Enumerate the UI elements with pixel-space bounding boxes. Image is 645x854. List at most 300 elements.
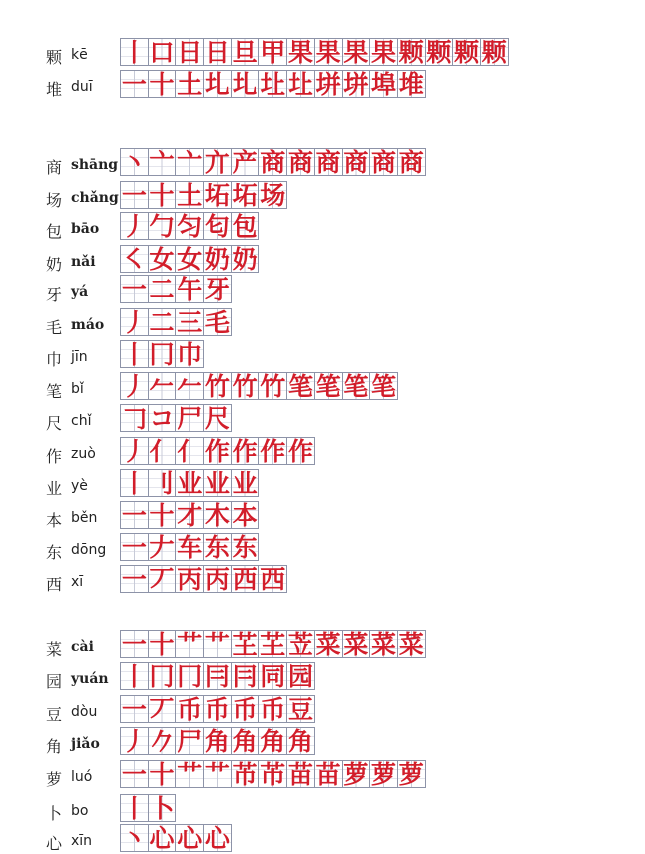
stroke-step-glyph: 商: [371, 148, 397, 176]
stroke-step-glyph: 一: [121, 695, 147, 723]
stroke-step-glyph: 萝: [398, 760, 424, 788]
stroke-step-glyph: 亻: [149, 437, 175, 465]
stroke-step-cell: [120, 212, 149, 240]
stroke-step-cell: [203, 824, 232, 852]
stroke-step-glyph: 心: [177, 824, 203, 852]
stroke-step-cell: [175, 630, 204, 658]
stroke-step-cell: [231, 662, 260, 690]
stroke-order-grid: [120, 308, 231, 338]
stroke-step-glyph: 二: [149, 308, 175, 336]
stroke-step-cell: [148, 469, 177, 497]
stroke-step-cell: [369, 70, 398, 98]
stroke-step-cell: [148, 340, 177, 368]
stroke-step-glyph: 丨: [121, 794, 147, 822]
stroke-step-glyph: 女: [149, 245, 175, 273]
stroke-step-cell: [231, 38, 260, 66]
stroke-step-glyph: 芏: [260, 630, 286, 658]
stroke-step-glyph: 丿: [121, 308, 147, 336]
stroke-step-glyph: 芇: [232, 760, 258, 788]
pinyin-label: dōng: [71, 542, 107, 558]
stroke-step-cell: [369, 148, 398, 176]
stroke-step-glyph: 丿: [121, 372, 147, 400]
character-label: 笔: [46, 382, 63, 401]
stroke-step-cell: [231, 372, 260, 400]
stroke-step-glyph: 毛: [204, 308, 230, 336]
pinyin-label: nǎi: [71, 254, 96, 270]
stroke-step-glyph: 丿: [121, 212, 147, 240]
stroke-step-cell: [148, 38, 177, 66]
stroke-step-cell: [286, 70, 315, 98]
stroke-step-cell: [397, 148, 426, 176]
stroke-order-grid: [120, 760, 425, 790]
stroke-step-glyph: 东: [204, 533, 230, 561]
stroke-step-cell: [120, 695, 149, 723]
stroke-step-glyph: 匀: [177, 212, 203, 240]
stroke-step-cell: [314, 70, 343, 98]
stroke-step-cell: [286, 148, 315, 176]
stroke-step-cell: [148, 372, 177, 400]
stroke-step-cell: [120, 372, 149, 400]
stroke-step-cell: [175, 727, 204, 755]
stroke-order-grid: [120, 794, 175, 824]
stroke-step-glyph: 苗: [315, 760, 341, 788]
stroke-step-glyph: 艹: [177, 630, 203, 658]
stroke-step-glyph: 尸: [177, 404, 203, 432]
stroke-step-cell: [203, 565, 232, 593]
stroke-step-cell: [120, 404, 149, 432]
stroke-step-cell: [175, 501, 204, 529]
stroke-step-glyph: 芇: [260, 760, 286, 788]
stroke-step-glyph: 土: [177, 70, 203, 98]
stroke-step-cell: [148, 533, 177, 561]
stroke-step-glyph: 车: [177, 533, 203, 561]
stroke-step-cell: [258, 630, 287, 658]
pinyin-label: máo: [71, 317, 105, 333]
stroke-step-glyph: 丨: [121, 662, 147, 690]
character-label: 心: [46, 834, 63, 853]
stroke-step-cell: [314, 372, 343, 400]
stroke-order-grid: [120, 38, 508, 68]
stroke-step-cell: [148, 245, 177, 273]
stroke-step-glyph: 甲: [260, 38, 286, 66]
stroke-step-cell: [120, 38, 149, 66]
stroke-step-glyph: 业: [232, 469, 258, 497]
stroke-step-glyph: 笔: [287, 372, 313, 400]
stroke-step-glyph: 匂: [204, 212, 230, 240]
stroke-step-glyph: 丨: [121, 469, 147, 497]
pinyin-label: kē: [71, 47, 88, 63]
pinyin-label: zuò: [71, 446, 96, 462]
stroke-step-cell: [175, 469, 204, 497]
pinyin-label: yuán: [71, 671, 109, 687]
stroke-step-cell: [120, 181, 149, 209]
stroke-step-cell: [231, 245, 260, 273]
stroke-step-glyph: 颗: [398, 38, 424, 66]
stroke-step-cell: [203, 727, 232, 755]
stroke-step-glyph: 𠃌: [121, 404, 147, 432]
stroke-step-cell: [286, 372, 315, 400]
stroke-step-glyph: 才: [177, 501, 203, 529]
stroke-step-cell: [148, 308, 177, 336]
stroke-step-cell: [120, 340, 149, 368]
stroke-step-glyph: 十: [149, 70, 175, 98]
stroke-order-grid: [120, 372, 397, 402]
stroke-step-glyph: 菜: [315, 630, 341, 658]
stroke-step-cell: [120, 824, 149, 852]
stroke-step-glyph: 卜: [149, 794, 175, 822]
stroke-step-cell: [286, 695, 315, 723]
stroke-step-glyph: 角: [287, 727, 313, 755]
stroke-step-glyph: 刂: [149, 469, 175, 497]
pinyin-label: bǐ: [71, 381, 84, 397]
pinyin-label: duī: [71, 79, 93, 95]
pinyin-label: xīn: [71, 833, 93, 849]
stroke-step-cell: [120, 308, 149, 336]
stroke-step-cell: [148, 501, 177, 529]
stroke-order-grid: [120, 212, 258, 242]
stroke-step-cell: [369, 372, 398, 400]
stroke-step-cell: [231, 533, 260, 561]
stroke-step-glyph: 艹: [204, 630, 230, 658]
character-label: 商: [46, 158, 63, 177]
stroke-step-glyph: 苙: [287, 630, 313, 658]
stroke-step-glyph: 苗: [287, 760, 313, 788]
stroke-step-glyph: 圵: [287, 70, 313, 98]
pinyin-label: shāng: [71, 157, 119, 173]
stroke-step-glyph: 作: [260, 437, 286, 465]
stroke-step-glyph: 丨: [121, 340, 147, 368]
stroke-step-cell: [120, 70, 149, 98]
stroke-step-cell: [258, 437, 287, 465]
stroke-step-glyph: 丶: [121, 824, 147, 852]
stroke-step-glyph: 垪: [315, 70, 341, 98]
stroke-step-glyph: 菜: [343, 630, 369, 658]
stroke-order-grid: [120, 70, 425, 100]
stroke-step-cell: [258, 70, 287, 98]
stroke-step-cell: [120, 437, 149, 465]
character-label: 业: [46, 479, 63, 498]
stroke-step-cell: [258, 565, 287, 593]
stroke-step-glyph: 西: [260, 565, 286, 593]
character-label: 角: [46, 737, 63, 756]
stroke-step-cell: [231, 469, 260, 497]
pinyin-label: xī: [71, 574, 84, 590]
stroke-step-cell: [203, 469, 232, 497]
pinyin-label: cài: [71, 639, 94, 655]
stroke-step-glyph: 十: [149, 760, 175, 788]
stroke-step-glyph: 冃: [232, 662, 258, 690]
stroke-step-cell: [148, 630, 177, 658]
stroke-step-glyph: 作: [232, 437, 258, 465]
stroke-step-cell: [148, 565, 177, 593]
stroke-step-cell: [175, 824, 204, 852]
stroke-step-cell: [148, 70, 177, 98]
pinyin-label: chǎng: [71, 190, 119, 206]
stroke-step-cell: [148, 727, 177, 755]
stroke-step-cell: [148, 695, 177, 723]
stroke-step-glyph: 冂: [149, 662, 175, 690]
stroke-step-glyph: 冃: [204, 662, 230, 690]
pinyin-label: dòu: [71, 704, 98, 720]
stroke-step-glyph: 尺: [204, 404, 230, 432]
stroke-step-cell: [120, 794, 149, 822]
stroke-step-glyph: 丿: [121, 437, 147, 465]
stroke-step-glyph: 心: [204, 824, 230, 852]
stroke-step-cell: [175, 340, 204, 368]
stroke-step-cell: [120, 245, 149, 273]
stroke-step-cell: [175, 181, 204, 209]
stroke-step-cell: [175, 372, 204, 400]
stroke-step-cell: [397, 70, 426, 98]
character-label: 奶: [46, 255, 63, 274]
stroke-step-glyph: 圵: [260, 70, 286, 98]
stroke-step-cell: [258, 662, 287, 690]
stroke-step-cell: [231, 501, 260, 529]
stroke-order-grid: [120, 275, 231, 305]
stroke-step-glyph: 果: [287, 38, 313, 66]
stroke-step-glyph: 一: [121, 501, 147, 529]
stroke-step-glyph: 果: [315, 38, 341, 66]
stroke-step-glyph: 产: [232, 148, 258, 176]
stroke-step-glyph: 颗: [454, 38, 480, 66]
stroke-step-glyph: 冂: [177, 662, 203, 690]
stroke-step-cell: [203, 38, 232, 66]
stroke-order-grid: [120, 565, 286, 595]
stroke-step-glyph: 园: [287, 662, 313, 690]
stroke-step-cell: [175, 565, 204, 593]
stroke-step-cell: [175, 404, 204, 432]
stroke-step-cell: [286, 38, 315, 66]
stroke-order-grid: [120, 824, 231, 854]
stroke-step-cell: [148, 181, 177, 209]
stroke-step-glyph: コ: [149, 404, 175, 432]
stroke-step-glyph: 午: [177, 275, 203, 303]
stroke-order-grid: [120, 437, 314, 467]
stroke-step-cell: [203, 501, 232, 529]
stroke-step-cell: [286, 760, 315, 788]
character-label: 豆: [46, 705, 63, 724]
stroke-step-glyph: 笔: [371, 372, 397, 400]
stroke-step-cell: [175, 760, 204, 788]
stroke-order-grid: [120, 695, 314, 725]
stroke-step-cell: [203, 760, 232, 788]
stroke-step-glyph: 颗: [426, 38, 452, 66]
stroke-step-glyph: 堆: [398, 70, 424, 98]
stroke-step-glyph: 场: [260, 181, 286, 209]
stroke-step-cell: [258, 181, 287, 209]
stroke-step-glyph: 果: [371, 38, 397, 66]
stroke-step-glyph: 竹: [260, 372, 286, 400]
stroke-step-cell: [148, 437, 177, 465]
stroke-step-cell: [148, 212, 177, 240]
stroke-step-glyph: 角: [260, 727, 286, 755]
stroke-step-glyph: 颗: [481, 38, 507, 66]
stroke-step-glyph: 十: [149, 501, 175, 529]
stroke-step-cell: [342, 630, 371, 658]
stroke-step-glyph: 十: [149, 181, 175, 209]
stroke-step-glyph: 丙: [177, 565, 203, 593]
stroke-step-cell: [425, 38, 454, 66]
stroke-step-glyph: 商: [260, 148, 286, 176]
stroke-step-cell: [120, 533, 149, 561]
character-label: 场: [46, 191, 63, 210]
stroke-step-cell: [148, 148, 177, 176]
stroke-step-glyph: 包: [232, 212, 258, 240]
stroke-step-glyph: 丶: [121, 148, 147, 176]
stroke-step-glyph: 一: [121, 533, 147, 561]
stroke-step-cell: [369, 760, 398, 788]
stroke-step-glyph: 十: [149, 630, 175, 658]
pinyin-label: jīn: [71, 349, 88, 365]
stroke-step-glyph: 三: [177, 308, 203, 336]
stroke-step-cell: [231, 695, 260, 723]
stroke-step-cell: [397, 760, 426, 788]
stroke-step-glyph: 亣: [204, 148, 230, 176]
stroke-step-glyph: 亻: [177, 437, 203, 465]
stroke-step-cell: [120, 148, 149, 176]
stroke-step-glyph: 巾: [177, 340, 203, 368]
stroke-step-cell: [397, 38, 426, 66]
stroke-step-cell: [314, 630, 343, 658]
stroke-step-cell: [120, 501, 149, 529]
stroke-step-glyph: 日: [177, 38, 203, 66]
stroke-step-glyph: 勹: [149, 212, 175, 240]
stroke-step-glyph: 一: [121, 565, 147, 593]
stroke-step-cell: [175, 70, 204, 98]
stroke-step-glyph: 菜: [371, 630, 397, 658]
stroke-step-cell: [231, 437, 260, 465]
stroke-step-glyph: 竹: [232, 372, 258, 400]
stroke-step-cell: [203, 212, 232, 240]
stroke-step-cell: [203, 404, 232, 432]
stroke-step-cell: [203, 533, 232, 561]
stroke-step-glyph: 艹: [177, 760, 203, 788]
stroke-step-cell: [120, 760, 149, 788]
stroke-step-glyph: 业: [177, 469, 203, 497]
stroke-step-glyph: 口: [149, 38, 175, 66]
stroke-step-cell: [120, 275, 149, 303]
stroke-step-glyph: 商: [315, 148, 341, 176]
character-label: 本: [46, 511, 63, 530]
stroke-step-cell: [120, 469, 149, 497]
stroke-step-cell: [175, 148, 204, 176]
stroke-order-grid: [120, 148, 425, 178]
stroke-step-glyph: 商: [398, 148, 424, 176]
stroke-step-cell: [120, 630, 149, 658]
stroke-step-glyph: 东: [232, 533, 258, 561]
stroke-step-glyph: 作: [287, 437, 313, 465]
stroke-step-glyph: 旦: [232, 38, 258, 66]
stroke-step-glyph: 𠂉: [177, 372, 203, 400]
character-label: 颗: [46, 48, 63, 67]
stroke-step-glyph: 丆: [149, 695, 175, 723]
stroke-step-cell: [203, 630, 232, 658]
stroke-step-glyph: 商: [343, 148, 369, 176]
stroke-step-glyph: 木: [204, 501, 230, 529]
stroke-step-cell: [175, 437, 204, 465]
stroke-step-cell: [203, 245, 232, 273]
stroke-step-cell: [175, 275, 204, 303]
stroke-step-glyph: 冂: [149, 340, 175, 368]
pinyin-label: yá: [71, 284, 89, 300]
stroke-step-cell: [314, 38, 343, 66]
stroke-step-glyph: 圠: [204, 70, 230, 98]
pinyin-label: jiǎo: [71, 736, 100, 752]
pinyin-label: bo: [71, 803, 89, 819]
stroke-step-cell: [452, 38, 481, 66]
stroke-step-cell: [231, 727, 260, 755]
stroke-step-cell: [231, 212, 260, 240]
stroke-step-cell: [231, 148, 260, 176]
stroke-step-cell: [148, 275, 177, 303]
stroke-step-glyph: 币: [260, 695, 286, 723]
stroke-step-cell: [175, 533, 204, 561]
pinyin-label: yè: [71, 478, 88, 494]
stroke-step-glyph: 丆: [149, 565, 175, 593]
stroke-step-cell: [342, 372, 371, 400]
stroke-step-glyph: 奶: [232, 245, 258, 273]
stroke-step-glyph: 土: [177, 181, 203, 209]
stroke-step-glyph: 萝: [371, 760, 397, 788]
stroke-step-glyph: 作: [204, 437, 230, 465]
stroke-step-cell: [369, 38, 398, 66]
stroke-step-glyph: 丿: [121, 727, 147, 755]
character-label: 毛: [46, 318, 63, 337]
stroke-step-glyph: 坧: [204, 181, 230, 209]
stroke-step-cell: [120, 662, 149, 690]
stroke-step-cell: [203, 695, 232, 723]
stroke-step-glyph: 西: [232, 565, 258, 593]
stroke-step-glyph: 一: [121, 70, 147, 98]
stroke-step-glyph: 芏: [232, 630, 258, 658]
stroke-step-cell: [342, 38, 371, 66]
stroke-step-glyph: 一: [121, 181, 147, 209]
pinyin-label: chǐ: [71, 413, 92, 429]
stroke-step-cell: [120, 565, 149, 593]
stroke-step-glyph: 币: [204, 695, 230, 723]
stroke-step-cell: [148, 824, 177, 852]
character-label: 萝: [46, 770, 63, 789]
stroke-step-glyph: 币: [177, 695, 203, 723]
pinyin-label: bāo: [71, 221, 100, 237]
stroke-step-cell: [258, 38, 287, 66]
stroke-step-cell: [342, 148, 371, 176]
stroke-step-glyph: 日: [204, 38, 230, 66]
stroke-step-cell: [314, 148, 343, 176]
stroke-step-glyph: 角: [232, 727, 258, 755]
character-label: 包: [46, 222, 63, 241]
stroke-step-glyph: 丙: [204, 565, 230, 593]
stroke-step-glyph: 圠: [232, 70, 258, 98]
stroke-step-glyph: 一: [121, 760, 147, 788]
pinyin-label: luó: [71, 769, 93, 785]
stroke-step-glyph: 同: [260, 662, 286, 690]
stroke-order-grid: [120, 404, 231, 434]
stroke-step-glyph: 笔: [343, 372, 369, 400]
stroke-step-glyph: 𠂊: [149, 727, 175, 755]
stroke-step-cell: [314, 760, 343, 788]
stroke-step-glyph: 坧: [232, 181, 258, 209]
stroke-step-cell: [258, 760, 287, 788]
stroke-step-cell: [203, 148, 232, 176]
stroke-step-cell: [203, 181, 232, 209]
stroke-order-grid: [120, 181, 286, 211]
stroke-step-cell: [175, 695, 204, 723]
stroke-step-cell: [148, 794, 177, 822]
character-label: 东: [46, 543, 63, 562]
stroke-step-cell: [397, 630, 426, 658]
stroke-order-grid: [120, 469, 258, 499]
